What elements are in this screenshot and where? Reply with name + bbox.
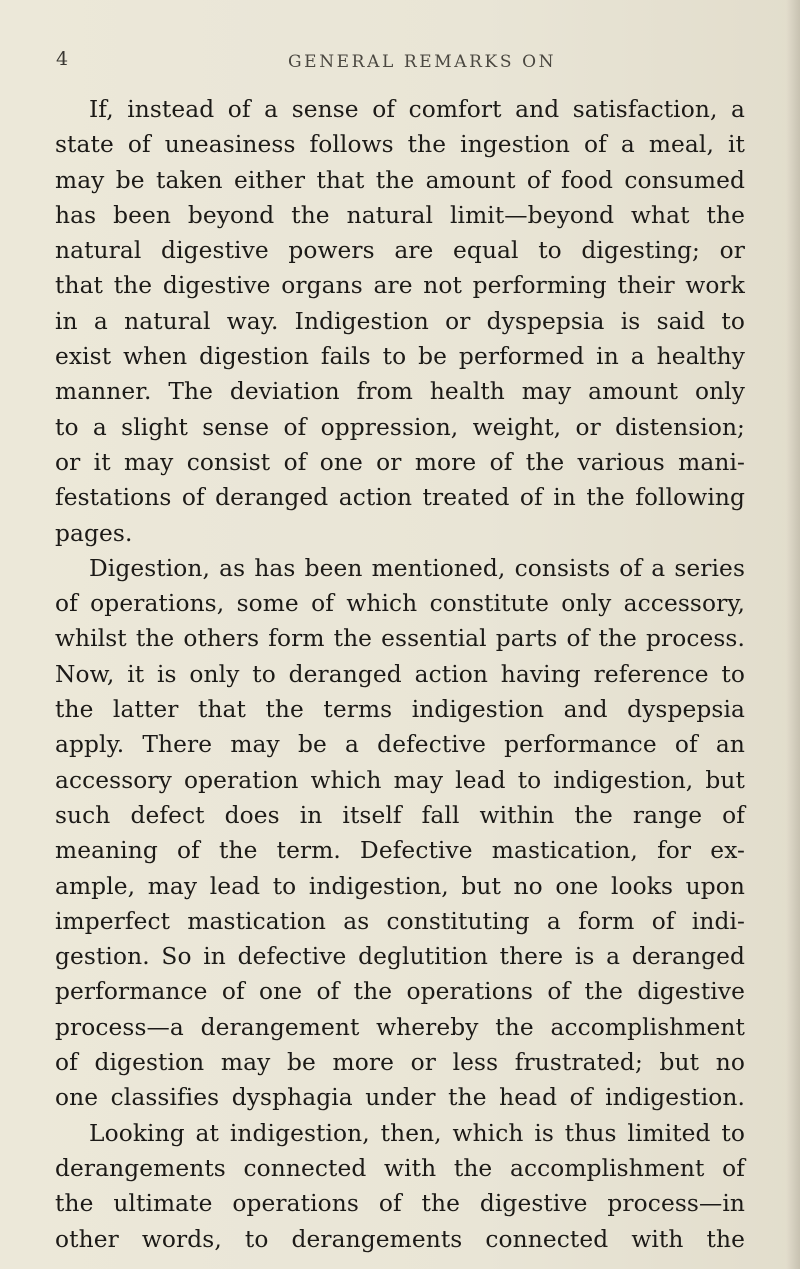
text-line: accessory operation which may lead to indigestion, but: [55, 766, 745, 794]
text-line: ample, may lead to indigestion, but no one looks upon: [55, 872, 745, 900]
text-line: state of uneasiness follows the ingestion of a meal, it: [55, 131, 745, 159]
text-line: derangements connected with the accomplishment of: [55, 1154, 745, 1182]
text-line: of operations, some of which constitute only accessory,: [55, 590, 745, 618]
text-line: natural digestive powers are equal to digesting; or: [55, 237, 745, 265]
text-line: to a slight sense of oppression, weight, or distension;: [55, 413, 745, 441]
text-line: pages.: [55, 519, 133, 547]
text-line: or it may consist of one or more of the various mani-: [55, 448, 745, 476]
text-line: manner. The deviation from health may amount only: [55, 378, 745, 406]
text-line: that the digestive organs are not performing their work: [55, 272, 745, 300]
text-line: Digestion, as has been mentioned, consists of a series: [89, 554, 745, 582]
running-head: [56, 48, 756, 78]
text-line: may be taken either that the amount of food consumed: [55, 166, 745, 194]
text-line: the latter that the terms indigestion and dyspepsia: [55, 696, 745, 724]
text-line: has been beyond the natural limit—beyond what the: [55, 201, 745, 229]
text-line: Looking at indigestion, then, which is thus limited to: [89, 1119, 745, 1147]
text-line: of digestion may be more or less frustrated; but no: [55, 1049, 745, 1077]
text-line: If, instead of a sense of comfort and satisfaction, a: [89, 96, 745, 123]
text-line: the ultimate operations of the digestive process—in: [55, 1190, 745, 1218]
text-line: process—a derangement whereby the accomplishment: [55, 1013, 745, 1041]
text-line: festations of deranged action treated of in the following: [55, 484, 745, 512]
body-text: [55, 92, 745, 1257]
text-line: imperfect mastication as constituting a form of indi-: [55, 907, 745, 935]
text-line: gestion. So in defective deglutition there is a deranged: [55, 943, 745, 971]
text-line: such defect does in itself fall within the range of: [55, 801, 745, 829]
text-line: in a natural way. Indigestion or dyspepsia is said to: [55, 307, 745, 335]
page-number: 4: [56, 48, 69, 70]
page-edge-shadow: [786, 0, 800, 1269]
text-line: whilst the others form the essential parts of the process.: [55, 625, 745, 653]
text-line: other words, to derangements connected with the: [55, 1225, 745, 1253]
text-line: exist when digestion fails to be performed in a healthy: [55, 343, 745, 371]
running-head-title: GENERAL REMARKS ON: [288, 52, 557, 72]
text-line: meaning of the term. Defective mastication, for ex-: [55, 837, 745, 865]
text-line: Now, it is only to deranged action having reference to: [55, 660, 745, 688]
text-line: performance of one of the operations of the digestive: [55, 978, 745, 1006]
text-line: apply. There may be a defective performance of an: [55, 731, 745, 759]
text-line: one classifies dysphagia under the head of indigestion.: [55, 1084, 745, 1112]
